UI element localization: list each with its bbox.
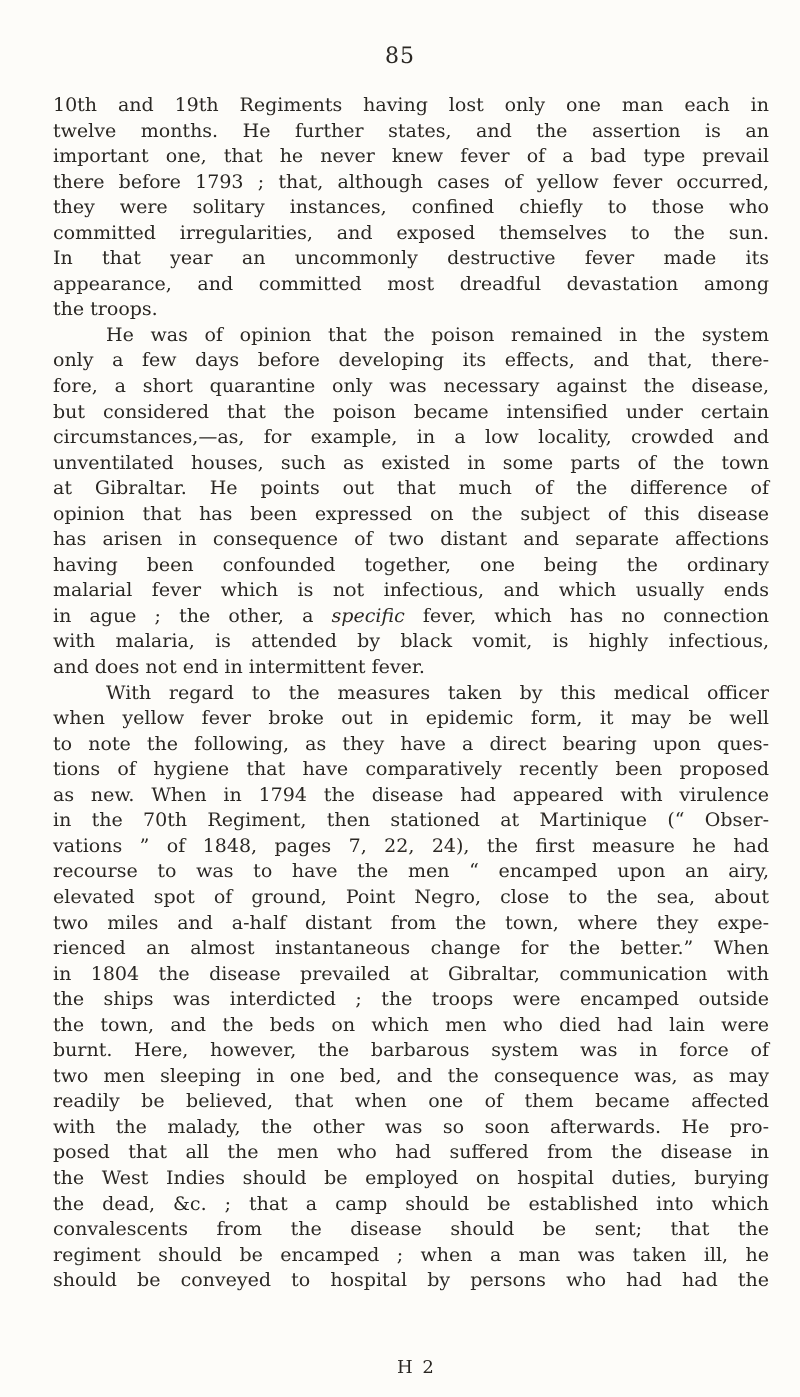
text-line: there before 1793 ; that, although cases of yellow fever occurred, xyxy=(53,170,769,193)
text-line: With regard to the measures taken by this medical officer xyxy=(106,681,769,704)
text-line: fore, a short quarantine only was necessary against the disease, xyxy=(53,375,769,398)
text-line: in the 70th Regiment, then stationed at Martinique (“ Obser- xyxy=(53,809,769,832)
text-line: having been confounded together, one being the ordinary xyxy=(53,553,769,576)
emphasis: specific xyxy=(331,604,405,627)
text-line: in 1804 the disease prevailed at Gibraltar, communication with xyxy=(53,962,769,985)
text-line: to note the following, as they have a direct bearing upon ques- xyxy=(53,732,769,755)
text-line: rienced an almost instantaneous change for the better.” When xyxy=(53,937,769,960)
text-line: the town, and the beds on which men who died had lain were xyxy=(53,1013,769,1036)
page-number: 85 xyxy=(385,44,415,69)
text-line: with the malady, the other was so soon afterwards. He pro- xyxy=(53,1115,769,1138)
text-line: burnt. Here, however, the barbarous system was in force of xyxy=(53,1039,769,1062)
text-line: has arisen in consequence of two distant and separate affections xyxy=(53,528,769,551)
text-line: the dead, &c. ; that a camp should be established into which xyxy=(53,1192,769,1215)
text-line: appearance, and committed most dreadful devastation among xyxy=(53,272,769,295)
text-line: vations ” of 1848, pages 7, 22, 24), the first measure he had xyxy=(53,834,769,857)
text-line: elevated spot of ground, Point Negro, close to the sea, about xyxy=(53,885,769,908)
text-line: readily be believed, that when one of them became affected xyxy=(53,1090,769,1113)
text-line: He was of opinion that the poison remained in the system xyxy=(106,323,769,346)
text-line: important one, that he never knew fever of a bad type prevail xyxy=(53,145,769,168)
text-line: posed that all the men who had suffered from the disease in xyxy=(53,1141,769,1164)
text-line: the troops. xyxy=(53,298,158,321)
text-line: 10th and 19th Regiments having lost only one man each in xyxy=(53,94,769,116)
text-line: two miles and a-half distant from the town, where they expe- xyxy=(53,911,769,934)
text-line: tions of hygiene that have comparatively recently been proposed xyxy=(53,758,769,781)
text-line: as new. When in 1794 the disease had appeared with virulence xyxy=(53,783,769,806)
text-line: they were solitary instances, confined chiefly to those who xyxy=(53,196,769,219)
text-line: the West Indies should be employed on hospital duties, burying xyxy=(53,1166,769,1189)
body-text xyxy=(53,93,769,1294)
text-line: two men sleeping in one bed, and the consequence was, as may xyxy=(53,1064,769,1087)
text-line: opinion that has been expressed on the subject of this disease xyxy=(53,502,769,525)
text-line: twelve months. He further states, and the assertion is an xyxy=(53,119,769,142)
text-line: but considered that the poison became intensified under certain xyxy=(53,400,769,423)
signature-mark: H 2 xyxy=(397,1357,436,1378)
text-line: should be conveyed to hospital by persons who had had the xyxy=(53,1269,769,1292)
text-line: the ships was interdicted ; the troops were encamped outside xyxy=(53,988,769,1011)
text-line: when yellow fever broke out in epidemic form, it may be well xyxy=(53,707,769,730)
text-line: at Gibraltar. He points out that much of the difference of xyxy=(53,477,769,500)
text-line: malarial fever which is not infectious, and which usually ends xyxy=(53,579,769,602)
text-line: unventilated houses, such as existed in some parts of the town xyxy=(53,451,769,474)
text-line: committed irregularities, and exposed themselves to the sun. xyxy=(53,221,769,244)
text-line: regiment should be encamped ; when a man was taken ill, he xyxy=(53,1243,769,1266)
text-line: only a few days before developing its effects, and that, there- xyxy=(53,349,769,372)
text-line: with malaria, is attended by black vomit, is highly infectious, xyxy=(53,630,769,653)
text-line: and does not end in intermittent fever. xyxy=(53,656,425,679)
text-line: in ague ; the other, a specific fever, which has no connection xyxy=(53,604,769,627)
text-line: circumstances,—as, for example, in a low locality, crowded and xyxy=(53,426,769,449)
text-line: convalescents from the disease should be sent; that the xyxy=(53,1218,769,1241)
text-line: In that year an uncommonly destructive fever made its xyxy=(53,247,769,270)
text-line: recourse to was to have the men “ encamped upon an airy, xyxy=(53,860,769,883)
